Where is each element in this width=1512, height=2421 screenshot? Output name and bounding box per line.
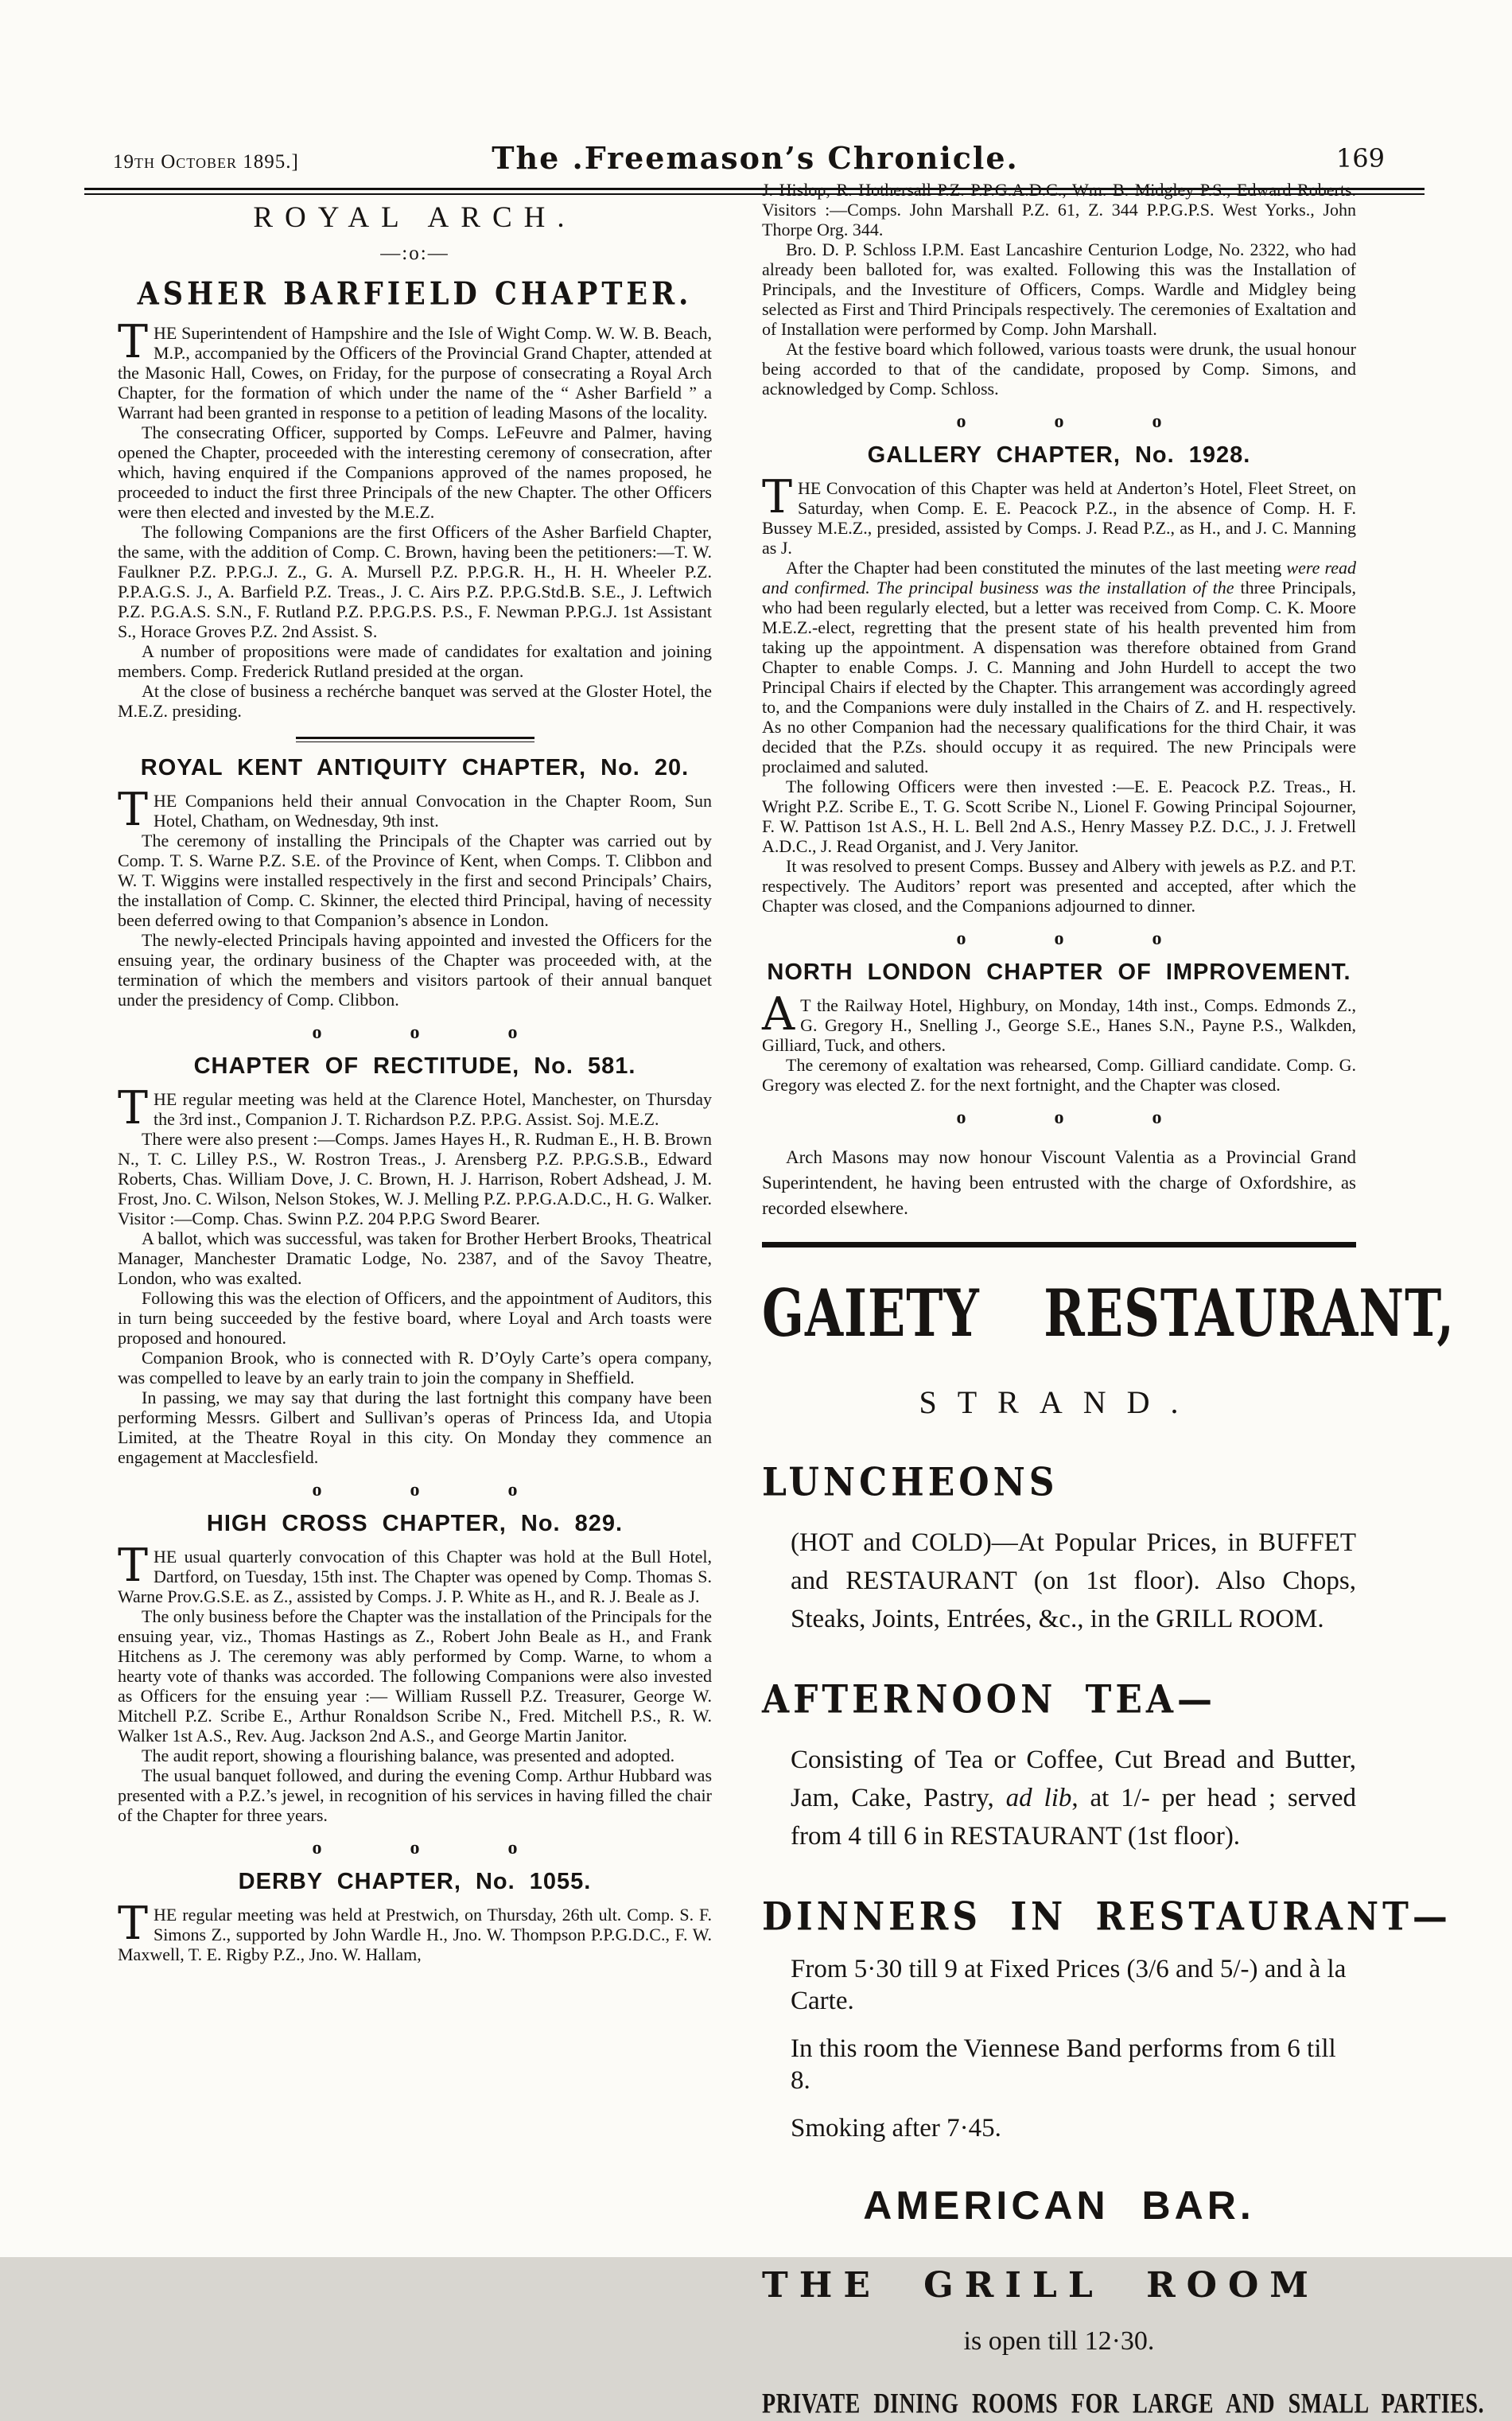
paragraph xyxy=(762,558,1356,777)
drop-cap: T xyxy=(762,471,793,524)
paragraph: The ceremony of exaltation was rehearsed, Comp. Gilliard candidate. Comp. G. Gregory was elected Z. for the next fortnight, and the Chapter was closed. xyxy=(762,1055,1356,1095)
paragraph: In passing, we may say that during the last fortnight this company have been performing Messrs. Gilbert and Sullivan’s operas of Princess Ida, and Utopia Limited, at the Theatre Royal in this city. On Monday they commence an engagement at Macclesfield. xyxy=(118,1388,712,1467)
article-title-north-london: NORTH LONDON CHAPTER OF IMPROVEMENT. xyxy=(767,959,1351,985)
ooo-divider: o o o xyxy=(312,1838,518,1859)
paragraph: Bro. D. P. Schloss I.P.M. East Lancashire Centurion Lodge, No. 2322, who had already been balloted for, was exalted. Following this was the Installation of Principals, and the Investiture of Officers, Comps. Wardle and Midgley being selected as First and Third Principals respectively. The ceremonies of Exaltation and of Installation were performed by Comp. John Marshall. xyxy=(762,239,1356,339)
drop-cap: A xyxy=(762,988,795,1041)
advert-restaurant-address: STRAND. xyxy=(919,1384,1199,1420)
paragraph: The audit report, showing a flourishing balance, was presented and adopted. xyxy=(142,1746,675,1765)
paragraph-text: HE regular meeting was held at the Clarence Hotel, Manchester, on Thursday the 3rd inst., Companion J. T. Richardson P.Z. P.P.G. Assist. Soj. M.E.Z. xyxy=(154,1089,712,1129)
publication-title: The .Freemason’s Chronicle. xyxy=(492,140,1019,176)
masthead xyxy=(94,140,1417,181)
paragraph-text: HE regular meeting was held at Prestwich, on Thursday, 26th ult. Comp. S. F. Simons Z., supported by John Wardle H., Jno. W. Thompson P.P.G.D.C., F. W. Maxwell, T. E. Rigby P.Z., Jno. W. Hallam, xyxy=(118,1905,712,1964)
paragraph: The usual banquet followed, and during the evening Comp. Arthur Hubbard was presented with a P.Z.’s jewel, in recognition of his services in having filled the chair of the Chapter for three years. xyxy=(118,1765,712,1825)
ooo-divider: o o o xyxy=(312,1480,518,1500)
issue-date: 19th October 1895.] xyxy=(113,151,299,173)
paragraph: It was resolved to present Comps. Bussey and Albery with jewels as P.Z. and P.T. respectively. The Auditors’ report was presented and accepted, after which the Chapter was closed, and the Companions adjourned to dinner. xyxy=(762,856,1356,916)
article-title-gallery: GALLERY CHAPTER, No. 1928. xyxy=(867,442,1251,468)
paragraph: There were also present :—Comps. James Hayes H., R. Rudman E., H. B. Brown N., T. C. Lilley P.S., W. Rostron Treas., J. Arensberg P.Z. P.P.G.S.B., Edward Roberts, Chas. William Dove, J. C. Brown, H. J. Harrison, Robert Adshead, J. M. Frost, Jno. C. Wilson, Nelson Stokes, W. J. Melling P.Z. P.P.G.A.D.C., H. G. Walker. Visitor :—Comp. Chas. Swinn P.Z. 204 P.P.G Sword Bearer. xyxy=(118,1129,712,1228)
paragraph xyxy=(118,1897,712,1964)
advert-heading-afternoon-tea: AFTERNOON TEA— xyxy=(762,1677,1217,1722)
advert-dinners-line: From 5·30 till 9 at Fixed Prices (3/6 and 5/-) and à la Carte. xyxy=(791,1955,1347,2015)
paragraph: Following this was the election of Officers, and the appointment of Auditors, this in turn being succeeded by the festive board, where Loyal and Arch toasts were proposed and honoured. xyxy=(118,1288,712,1348)
advert-grill-room-hours: is open till 12·30. xyxy=(963,2326,1155,2356)
advert-luncheons-text: (HOT and COLD)—At Popular Prices, in BUFFET and RESTAURANT (on 1st floor). Also Chops, Steaks, Joints, Entrées, &c., in the GRILL ROOM. xyxy=(791,1528,1356,1633)
paragraph: The following Companions are the first Officers of the Asher Barfield Chapter, the same, with the addition of Comp. C. Brown, having been the petitioners:—T. W. Faulkner P.Z. P.P.G.J. Z., G. A. Mursell P.Z. P.P.G.R. H., H. H. Wheeler P.Z. P.P.A.G.S. J., A. Barfield P.Z. Treas., J. C. Airs P.Z. P.P.G.Std.B. S.E., J. Leftwich P.Z. P.G.A.S. S.N., F. Rutland P.Z. P.P.G.P.S. P.S., F. Newman P.P.G.J. 1st Assistant S., Horace Groves P.Z. 2nd Assist. S. xyxy=(118,522,712,641)
advert-heading-luncheons: LUNCHEONS xyxy=(762,1460,1059,1505)
ooo-divider: o o o xyxy=(312,1022,518,1043)
section-title-royal-arch: ROYAL ARCH. xyxy=(253,201,577,234)
advert-tea-text-pre: Consisting of Tea or Coffee, Cut Bread and Butter, Jam, Cake, Pastry, xyxy=(791,1746,1356,1812)
paragraph-text: After the Chapter had been constituted the minutes of the last meeting xyxy=(786,558,1287,578)
section-rule xyxy=(296,737,534,742)
paragraph-text: HE Superintendent of Hampshire and the Isle of Wight Comp. W. W. B. Beach, M.P., accompanied by the Officers of the Provincial Grand Chapter, attended at the Masonic Hall, Cowes, on Friday, for the purpose of consecrating a Royal Arch Chapter, for the formation of which under the name of the “ Asher Barfield ” a Warrant had been granted in response to a petition of leading Masons of the locality. xyxy=(118,323,712,422)
paragraph-text: HE usual quarterly convocation of this Chapter was hold at the Bull Hotel, Dartford, on Tuesday, 15th inst. The Chapter was opened by Comp. Thomas S. Warne Prov.G.S.E. as Z., assisted by Comps. J. P. White as H., and R. J. Beale as J. xyxy=(118,1547,712,1606)
right-column xyxy=(762,180,1484,2420)
paragraph xyxy=(118,1539,712,1606)
advert-dinners-line: Smoking after 7·45. xyxy=(791,2114,1001,2143)
advert-tea-text-italic: ad lib xyxy=(1005,1784,1072,1812)
paragraph: The consecrating Officer, supported by Comps. LeFeuvre and Palmer, having opened the Chapter, proceeded with the interesting ceremony of consecration, after which, having enquired if the Companions approved of the names proposed, he proceeded to induct the first three Principals of the new Chapter. The other Officers were then elected and invested by the M.E.Z. xyxy=(118,422,712,522)
advert-heading-dinners: DINNERS IN RESTAURANT— xyxy=(762,1894,1452,1940)
drop-cap: T xyxy=(118,1082,149,1135)
paragraph xyxy=(762,471,1356,558)
paragraph: At the close of business a rechérche banquet was served at the Gloster Hotel, the M.E.Z. presiding. xyxy=(118,681,712,721)
article-title-royal-kent: ROYAL KENT ANTIQUITY CHAPTER, No. 20. xyxy=(140,755,690,780)
advert-tea-text xyxy=(791,1741,1356,1855)
ooo-divider: o o o xyxy=(956,928,1162,949)
paragraph-text: three Principals, who had been regularly elected, but a letter was received from Comp. C. K. Moore M.E.Z.-elect, regretting that the present state of his health prevented him from taking up the appointment. A dispensation was therefore obtained from Grand Chapter to enable Comps. J. C. Manning and John Hurdell to accept the two Principal Chairs if elected by the Chapter. This arrangement was accordingly agreed to, and the Companions were duly installed in the Chairs of Z. and H. respectively. As no other Companion had the necessary qualifications for the third Chair, it was decided that the P.Zs. should occupy it as required. The new Principals were proclaimed and saluted. xyxy=(762,578,1356,777)
advert-heading-grill-room: THE GRILL ROOM xyxy=(762,2265,1320,2306)
article-title-derby: DERBY CHAPTER, No. 1055. xyxy=(238,1869,592,1894)
ooo-divider: o o o xyxy=(956,1107,1162,1128)
drop-cap: T xyxy=(118,1897,149,1950)
advert-restaurant-name: GAIETY RESTAURANT, xyxy=(762,1275,1455,1352)
paragraph: A ballot, which was successful, was taken for Brother Herbert Brooks, Theatrical Manager, Manchester Dramatic Lodge, No. 2387, and of the Savoy Theatre, London, who was exalted. xyxy=(118,1228,712,1288)
advert-dinners-line: In this room the Viennese Band performs from 6 till 8. xyxy=(791,2034,1336,2095)
paragraph: The newly-elected Principals having appointed and invested the Officers for the ensuing year, the ordinary business of the Chapter was proceeded with, at the termination of which the members and visitors partook of their annual banquet under the presidency of Comp. Clibbon. xyxy=(118,930,712,1010)
article-title-asher-barfield: ASHER BARFIELD CHAPTER. xyxy=(137,275,693,313)
left-column xyxy=(118,200,712,1964)
article-title-rectitude: CHAPTER OF RECTITUDE, No. 581. xyxy=(193,1053,636,1079)
ooo-divider: o o o xyxy=(956,411,1162,432)
paragraph-text: HE Convocation of this Chapter was held at Anderton’s Hotel, Fleet Street, on Saturday, when Comp. E. E. Peacock P.Z., in the absence of Comp. H. F. Bussey M.E.Z., presided, assisted by Comps. J. Read P.Z., as H., and J. C. Manning as J. xyxy=(762,478,1356,558)
paragraph-text: T the Railway Hotel, Highbury, on Monday, 14th inst., Comps. Edmonds Z., G. Gregory H., Snelling J., George S.E., Hanes S.N., Payne P.S., Walkden, Gilliard, Tuck, and others. xyxy=(762,995,1356,1055)
paragraph: The only business before the Chapter was the installation of the Principals for the ensuing year, viz., Thomas Hastings as Z., Robert John Beale as H., and Frank Hitchens as J. The ceremony was ably performed by Comp. Warne, to whom a hearty vote of thanks was accorded. The following Companions were also invested as Officers for the ensuing year :— William Russell P.Z. Treasurer, George W. Mitchell P.Z. Scribe E., Arthur Ronaldson Scribe N., Fred. Mitchell P.S., R. W. Walker 1st A.S., Rev. Aug. Jackson 2nd A.S., and George Martin Janitor. xyxy=(118,1606,712,1746)
paragraph-text-italic: were read and confirmed. The principal business was the installation of the xyxy=(762,558,1356,597)
paragraph-valentia-note: Arch Masons may now honour Viscount Valentia as a Provincial Grand Superintendent, he having been entrusted with the charge of Oxfordshire, as recorded elsewhere. xyxy=(762,1147,1356,1218)
paragraph: The following Officers were then invested :—E. E. Peacock P.Z. Treas., H. Wright P.Z. Scribe E., T. G. Scott Scribe N., Lionel F. Gowing Principal Sojourner, F. W. Pattison 1st A.S., H. L. Bell 2nd A.S., Henry Massey P.Z. D.C., J. J. Fretwell A.D.C., J. Read Organist, and J. Very Janitor. xyxy=(762,777,1356,856)
paragraph xyxy=(118,1082,712,1135)
ornament-divider: —:o:— xyxy=(380,243,449,264)
page-number: 169 xyxy=(1335,143,1385,173)
drop-cap: T xyxy=(118,1539,149,1592)
advert-heading-american-bar: AMERICAN BAR. xyxy=(863,2183,1255,2228)
paragraph: A number of propositions were made of candidates for exaltation and joining members. Comp. Frederick Rutland presided at the organ. xyxy=(118,641,712,681)
paragraph: The ceremony of installing the Principals of the Chapter was carried out by Comp. T. S. Warne P.Z. S.E. of the Province of Kent, when Comps. T. Clibbon and W. T. Wiggins were installed respectively in the first and second Principals’ Chairs, the installation of Comp. C. Skinner, the elected third Principal, having of necessity been deferred owing to that Companion’s absence in London. xyxy=(118,831,712,930)
paragraph xyxy=(118,316,712,422)
drop-cap: T xyxy=(118,784,149,836)
advert-tea-text-post: , at 1/- per head ; served from 4 till 6 in RESTAURANT (1st floor). xyxy=(791,1784,1356,1851)
article-title-high-cross: HIGH CROSS CHAPTER, No. 829. xyxy=(206,1511,624,1536)
paragraph xyxy=(762,988,1356,1055)
advert-private-rooms-line: PRIVATE DINING ROOMS FOR LARGE AND SMALL PARTIES. xyxy=(762,2388,1484,2420)
drop-cap: T xyxy=(118,316,149,368)
paragraph: At the festive board which followed, various toasts were drunk, the usual honour being accorded to that of the candidate, proposed by Comp. Simons, and acknowledged by Comp. Schloss. xyxy=(762,339,1356,399)
paragraph-text: HE Companions held their annual Convocation in the Chapter Room, Sun Hotel, Chatham, on Wednesday, 9th inst. xyxy=(154,791,712,831)
paragraph: Companion Brook, who is connected with R. D’Oyly Carte’s opera company, was compelled to leave by an early train to join the company in Sheffield. xyxy=(118,1348,712,1388)
paragraph xyxy=(118,784,712,836)
paragraph: J. Hislop, R. Hothersall P.Z. P.P.G.A.D.C., Wm. B. Midgley P.S., Edward Roberts. Visitors :—Comps. John Marshall P.Z. 61, Z. 344 P.P.G.P.S. West Yorks., John Thorpe Org. 344. xyxy=(762,180,1356,239)
advert-top-rule xyxy=(762,1242,1356,1247)
